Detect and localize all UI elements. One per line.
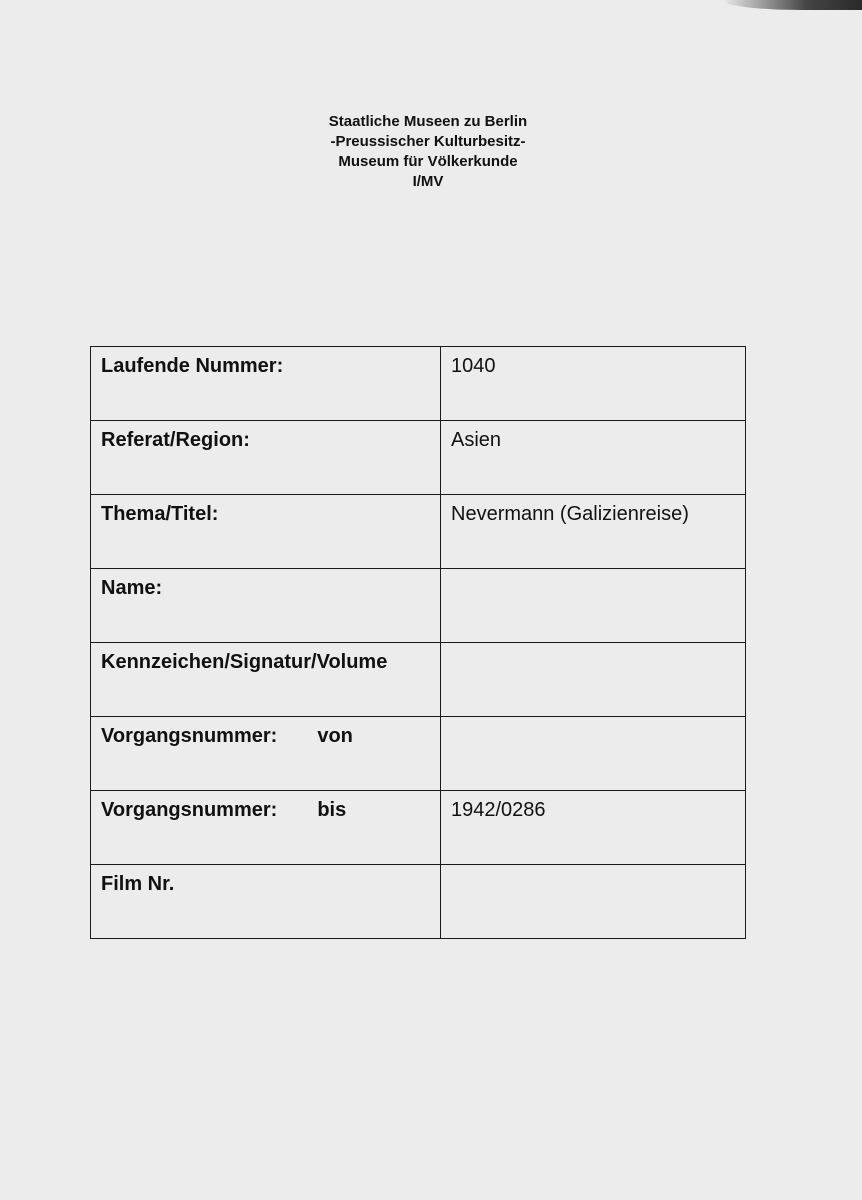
scan-edge-shadow	[722, 0, 862, 10]
row-value	[441, 865, 746, 939]
row-label: Thema/Titel:	[91, 495, 441, 569]
row-label: Laufende Nummer:	[91, 347, 441, 421]
row-label-suffix: bis	[317, 799, 347, 821]
form-row-kennzeichen	[91, 643, 746, 717]
row-label: Referat/Region:	[91, 421, 441, 495]
header-line-4: I/MV	[412, 173, 444, 190]
header-line-2: -Preussischer Kulturbesitz-	[330, 133, 526, 150]
row-value: Asien	[441, 421, 746, 495]
row-value: 1942/0286	[441, 791, 746, 865]
form-row-film-nr	[91, 865, 746, 939]
row-value: 1040	[441, 347, 746, 421]
form-row-laufende-nummer	[91, 347, 746, 421]
form-row-vorgangsnummer-bis	[91, 791, 746, 865]
row-label: Vorgangsnummer: von	[91, 717, 441, 791]
row-value	[441, 643, 746, 717]
row-value	[441, 717, 746, 791]
row-label: Name:	[91, 569, 441, 643]
row-label: Vorgangsnummer: bis	[91, 791, 441, 865]
row-label: Kennzeichen/Signatur/Volume	[91, 643, 441, 717]
form-row-thema-titel	[91, 495, 746, 569]
institution-header	[0, 112, 856, 192]
header-line-3: Museum für Völkerkunde	[338, 153, 518, 170]
row-label-suffix: von	[317, 725, 353, 747]
row-value: Nevermann (Galizienreise)	[441, 495, 746, 569]
form-row-vorgangsnummer-von	[91, 717, 746, 791]
form-row-name	[91, 569, 746, 643]
record-form-table	[90, 346, 746, 939]
row-value	[441, 569, 746, 643]
form-row-referat-region	[91, 421, 746, 495]
row-label: Film Nr.	[91, 865, 441, 939]
header-line-1: Staatliche Museen zu Berlin	[328, 113, 528, 130]
